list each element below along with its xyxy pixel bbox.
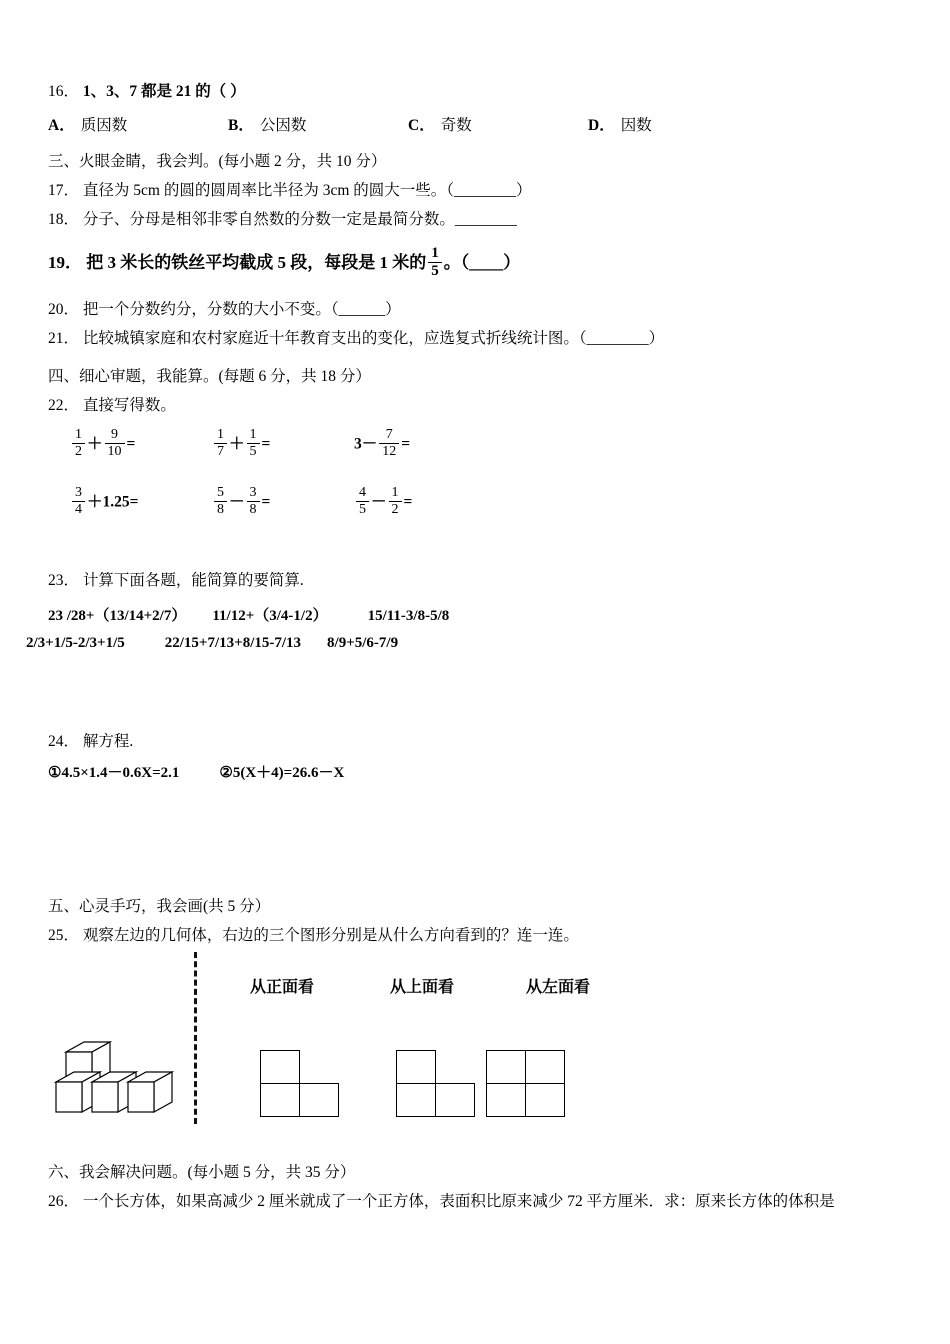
fraction-3-4 [72, 486, 85, 518]
fraction-denominator: 5 [431, 263, 439, 279]
label-front-view: 从正面看 [250, 978, 315, 996]
question-19-number: 19． [48, 253, 82, 273]
option-b [228, 113, 408, 135]
fraction-denominator: 5 [249, 443, 257, 459]
expr-4: 2/3+1/5-2/3+1/5 [26, 634, 125, 651]
label-top-view: 从上面看 [390, 978, 455, 996]
question-20-text: 把一个分数约分，分数的大小不变。（______） [82, 301, 401, 319]
option-d-label: D． [588, 117, 615, 135]
question-21 [48, 326, 906, 348]
question-26-number: 26． [48, 1192, 80, 1210]
option-a [48, 113, 228, 135]
equals-sign: = [261, 493, 271, 511]
question-23-line-2 [26, 635, 906, 652]
fraction-numerator: 1 [428, 246, 442, 263]
equals-sign: = [261, 435, 271, 453]
question-23-text: 计算下面各题，能简算的要简算. [82, 571, 304, 589]
section-5-heading: 五、心灵手巧，我会画(共 5 分） [48, 897, 271, 915]
option-a-text: 质因数 [80, 117, 128, 135]
grid-cell [397, 1083, 436, 1116]
question-21-number: 21． [48, 330, 80, 348]
question-17-text: 直径为 5cm 的圆的圆周率比半径为 3cm 的圆大一些。（________） [82, 182, 532, 200]
top-view-shape [396, 1050, 475, 1117]
table-row [397, 1083, 475, 1116]
fraction-numerator: 1 [72, 428, 85, 444]
cube-solid-figure [48, 1030, 188, 1130]
expr-3: 15/11-3/8-5/8 [367, 607, 450, 624]
question-25-text: 观察左边的几何体，右边的三个图形分别是从什么方向看到的？连一连。 [82, 926, 579, 944]
option-d-text: 因数 [620, 117, 652, 135]
question-26 [48, 1190, 906, 1215]
fraction-numerator: 1 [389, 486, 402, 502]
grid-cell-empty [300, 1050, 339, 1083]
question-16 [48, 80, 906, 103]
cube-solid-svg [48, 1030, 188, 1125]
expr-6: 8/9+5/6-7/9 [327, 634, 399, 651]
operator-plus: ＋ [87, 435, 103, 453]
table-row [261, 1083, 339, 1116]
question-22-row-2 [70, 487, 906, 519]
operator-minus: － [361, 435, 378, 453]
table-row [487, 1083, 565, 1116]
fraction-denominator: 7 [217, 443, 224, 459]
expr-5: 22/15+7/13+8/15-7/13 [164, 634, 302, 651]
calc-item-4 [70, 487, 190, 519]
question-21-text: 比较城镇家庭和农村家庭近十年教育支出的变化，应选复式折线统计图。（________） [82, 330, 665, 348]
grid-cell [261, 1050, 300, 1083]
calc-item-1 [70, 429, 190, 461]
question-19-suffix: 。（____） [443, 253, 521, 273]
fraction-numerator: 3 [72, 486, 85, 502]
fraction-1-2 [72, 428, 85, 460]
fraction-9-10 [105, 428, 125, 460]
calc-item-3 [354, 429, 474, 461]
grid-cell [261, 1083, 300, 1116]
option-a-label: A． [48, 117, 75, 135]
fraction-one-fifth [428, 246, 442, 280]
equals-sign: = [401, 435, 411, 453]
fraction-denominator: 2 [391, 501, 399, 517]
calc-item-5 [212, 487, 332, 519]
question-20-number: 20． [48, 301, 80, 319]
question-19-text: 把 3 米长的铁丝平均截成 5 段，每段是 1 米的 [86, 253, 427, 273]
decimal-1-25: 1.25 [102, 493, 130, 511]
question-22-number: 22． [48, 397, 80, 415]
question-22-text: 直接写得数。 [82, 397, 176, 415]
equation-1: ①4.5×1.4－0.6X=2.1 [48, 764, 180, 781]
fraction-denominator: 2 [75, 443, 82, 459]
option-c-text: 奇数 [440, 117, 472, 135]
question-23-number: 23． [48, 571, 80, 589]
grid-cell-empty [436, 1050, 475, 1083]
question-24-text: 解方程. [82, 732, 134, 750]
fraction-numerator: 7 [379, 428, 399, 444]
fraction-denominator: 10 [107, 443, 122, 459]
question-20 [48, 297, 906, 319]
option-b-text: 公因数 [259, 117, 307, 135]
fraction-denominator: 12 [382, 443, 397, 459]
table-row [397, 1050, 475, 1083]
operator-plus: ＋ [87, 493, 103, 511]
spacer-after-24b [48, 852, 906, 886]
question-25-number: 25． [48, 926, 80, 944]
question-24-equations [48, 761, 906, 782]
fraction-1-2b [389, 486, 402, 518]
equals-sign: = [403, 493, 413, 511]
fraction-1-5 [247, 428, 260, 460]
fraction-1-7 [214, 428, 227, 460]
front-view-shape [260, 1050, 339, 1117]
calc-item-6 [354, 487, 474, 519]
question-18-text: 分子、分母是相邻非零自然数的分数一定是最简分数。________ [82, 211, 517, 229]
grid-cell [487, 1083, 526, 1116]
fraction-4-5 [356, 486, 369, 518]
equation-2: ②5(X＋4)=26.6－X [219, 764, 345, 781]
question-16-options [48, 113, 906, 135]
grid-cell [526, 1050, 565, 1083]
whole-number-3: 3 [354, 435, 362, 453]
fraction-numerator: 1 [247, 428, 260, 444]
grid-cell [436, 1083, 475, 1116]
fraction-denominator: 8 [217, 501, 224, 517]
option-d [588, 113, 768, 135]
fraction-denominator: 5 [359, 501, 366, 517]
fraction-numerator: 5 [214, 486, 227, 502]
fraction-numerator: 1 [214, 428, 227, 444]
section-3-heading: 三、火眼金睛，我会判。(每小题 2 分，共 10 分） [48, 153, 387, 171]
fraction-5-8 [214, 486, 227, 518]
operator-minus: － [371, 493, 387, 511]
expr-1: 23 /28+（13/14+2/7） [48, 607, 187, 624]
operator-minus: － [229, 493, 245, 511]
question-26-text: 一个长方体，如果高减少 2 厘米就成了一个正方体，表面积比原来减少 72 平方厘米．求：原来长方体的体积是 [82, 1192, 835, 1210]
spacer-after-23 [48, 662, 906, 722]
fraction-numerator: 9 [105, 428, 125, 444]
question-23-line-1 [48, 604, 906, 625]
question-25 [48, 923, 906, 945]
grid-cell [526, 1083, 565, 1116]
equals-sign: = [126, 435, 136, 453]
question-19 [48, 247, 906, 281]
question-22-row-1 [70, 429, 906, 461]
fraction-7-12 [379, 428, 399, 460]
calc-item-2 [212, 429, 332, 461]
section-4-heading: 四、细心审题，我能算。(每题 6 分，共 18 分） [48, 368, 371, 386]
fraction-denominator: 8 [249, 501, 257, 517]
dashed-divider [194, 952, 197, 1124]
equals-sign: = [129, 493, 139, 511]
fraction-numerator: 4 [356, 486, 369, 502]
fraction-numerator: 3 [247, 486, 260, 502]
question-16-text: 1、3、7 都是 21 的（ ） [82, 83, 246, 100]
option-b-label: B． [228, 117, 254, 135]
question-22 [48, 393, 906, 415]
question-24-number: 24． [48, 732, 80, 750]
question-18 [48, 207, 906, 229]
question-24 [48, 729, 906, 751]
table-row [261, 1050, 339, 1083]
operator-plus: ＋ [229, 435, 245, 453]
grid-cell [397, 1050, 436, 1083]
option-c-label: C． [408, 117, 435, 135]
question-23 [48, 568, 906, 590]
grid-cell [300, 1083, 339, 1116]
fraction-denominator: 4 [75, 501, 82, 517]
question-25-figure [48, 952, 906, 1152]
grid-cell [487, 1050, 526, 1083]
option-c [408, 113, 588, 135]
question-16-number: 16． [48, 83, 80, 100]
left-view-shape [486, 1050, 565, 1117]
spacer [48, 545, 906, 561]
expr-2: 11/12+（3/4-1/2） [212, 607, 328, 624]
spacer-after-24 [48, 792, 906, 852]
fraction-3-8 [247, 486, 260, 518]
question-17-number: 17． [48, 182, 80, 200]
table-row [487, 1050, 565, 1083]
page-content [26, 80, 906, 1215]
question-18-number: 18． [48, 211, 80, 229]
section-6-heading: 六、我会解决问题。(每小题 5 分，共 35 分） [48, 1163, 356, 1181]
label-left-view: 从左面看 [526, 978, 591, 996]
question-17 [48, 178, 906, 200]
